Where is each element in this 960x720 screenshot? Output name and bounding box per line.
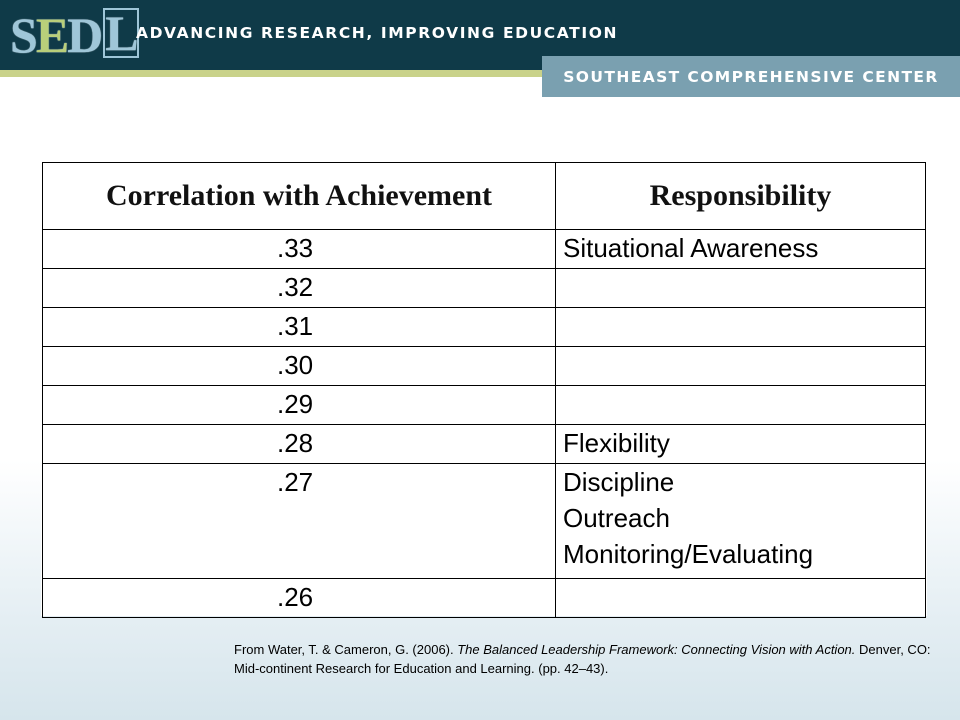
tagline: ADVANCING RESEARCH, IMPROVING EDUCATION <box>136 24 619 42</box>
correlation-cell: .27 <box>43 464 556 579</box>
header-accent-line <box>0 70 542 77</box>
table-row <box>43 347 926 386</box>
logo-letter-e: E <box>35 7 68 63</box>
responsibility-cell <box>556 425 926 464</box>
citation-prefix: From Water, T. & Cameron, G. (2006). <box>234 642 458 657</box>
correlation-cell: .29 <box>43 386 556 425</box>
correlation-cell: .28 <box>43 425 556 464</box>
responsibility-cell <box>556 464 926 579</box>
responsibility-cell <box>556 230 926 269</box>
header-responsibility: Responsibility <box>556 163 926 230</box>
responsibility-table <box>42 162 926 618</box>
table-row <box>43 425 926 464</box>
table-header-row <box>43 163 926 230</box>
citation <box>234 640 934 678</box>
responsibility-table-container <box>41 161 927 616</box>
correlation-cell: .30 <box>43 347 556 386</box>
responsibility-cell <box>556 347 926 386</box>
table-body <box>43 230 926 618</box>
header-correlation: Correlation with Achievement <box>43 163 556 230</box>
logo-letter-s: S <box>10 7 36 63</box>
table-row <box>43 230 926 269</box>
table-row <box>43 269 926 308</box>
responsibility-item: Discipline <box>563 467 675 497</box>
table-row <box>43 579 926 618</box>
responsibility-cell <box>556 579 926 618</box>
table-row <box>43 308 926 347</box>
responsibility-item: Outreach <box>563 503 670 533</box>
responsibility-item: Monitoring/Evaluating <box>563 539 814 569</box>
correlation-cell: .26 <box>43 579 556 618</box>
correlation-cell: .33 <box>43 230 556 269</box>
responsibility-cell <box>556 308 926 347</box>
logo-letter-d: D <box>67 7 102 63</box>
responsibility-item: Situational Awareness <box>563 233 819 263</box>
logo-letter-l: L <box>105 5 137 61</box>
responsibility-item: Flexibility <box>563 428 670 458</box>
center-name: SOUTHEAST COMPREHENSIVE CENTER <box>563 67 939 86</box>
table-row <box>43 464 926 579</box>
citation-suffix: Denver, CO: Mid-continent Research for Education and Learning. (pp. 42–43). <box>234 642 931 676</box>
correlation-cell: .32 <box>43 269 556 308</box>
center-name-tab <box>542 56 960 97</box>
table-row <box>43 386 926 425</box>
correlation-cell: .31 <box>43 308 556 347</box>
citation-title: The Balanced Leadership Framework: Connecting Vision with Action. <box>457 642 856 657</box>
responsibility-cell <box>556 269 926 308</box>
sedl-logo <box>10 5 139 63</box>
responsibility-cell <box>556 386 926 425</box>
